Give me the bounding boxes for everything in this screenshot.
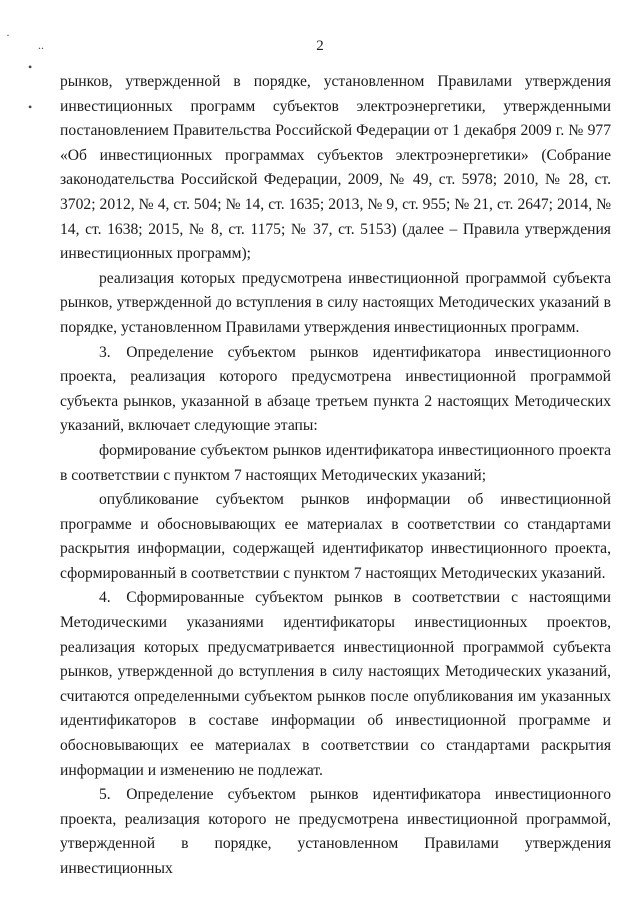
paragraph: 3. Определение субъектом рынков идентификатора инвестиционного проекта, реализация которого предусмотрена инвестиционной программой субъекта рынков, указанной в абзаце третьем пункта 2 настоящих Методических указаний, включает следующие этапы: (60, 343, 611, 435)
page-number: 2 (316, 38, 324, 54)
scan-mark: • (28, 60, 33, 74)
scan-mark: · (6, 28, 10, 42)
document-body (60, 70, 611, 882)
paragraph: опубликование субъектом рынков информации об инвестиционной программе и обосновывающих ее материалах в соответствии со стандартами раскрытия информации, содержащей идентификатор инвестиционного проекта, сформированный в соответствии с пунктом 7 настоящих Методических указаний. (60, 491, 611, 582)
scan-mark: .. (38, 38, 44, 52)
paragraph: реализация которых предусмотрена инвестиционной программой субъекта рынков, утвержденной до вступления в силу настоящих Методических указаний в порядке, установленном Правилами утверждения инвестиционных программ. (60, 269, 611, 336)
scan-mark: • (28, 100, 33, 114)
paragraph: формирование субъектом рынков идентификатора инвестиционного проекта в соответствии с пунктом 7 настоящих Методических указаний; (60, 441, 611, 484)
paragraph: 4. Сформированные субъектом рынков в соответствии с настоящими Методическими указаниями идентификаторы инвестиционных проектов, реализация которых предусматривается инвестиционной программой субъекта рынков, утвержденной до вступления в силу настоящих Методических указаний, считаются определенными субъектом рынков после опубликования им указанных идентификаторов в составе информации об инвестиционной программе и обосновывающих ее материалах в соответствии со стандартами раскрытия информации и изменению не подлежат. (60, 589, 611, 779)
paragraph: 5. Определение субъектом рынков идентификатора инвестиционного проекта, реализация которого не предусмотрена инвестиционной программой, утвержденной в порядке, установленном Правилами утверждения инвестиционных (60, 786, 611, 877)
paragraph: рынков, утвержденной в порядке, установленном Правилами утверждения инвестиционных программ субъектов электроэнергетики, утвержденными постановлением Правительства Российской Федерации от 1 декабря 2009 г. № 977 «Об инвестиционных программах субъектов электроэнергетики» (Собрание законодательства Российской Федерации, 2009, № 49, ст. 5978; 2010, № 28, ст. 3702; 2012, № 4, ст. 504; № 14, ст. 1635; 2013, № 9, ст. 955; № 21, ст. 2647; 2014, № 14, ст. 1638; 2015, № 8, ст. 1175; № 37, ст. 5153) (далее – Правила утверждения инвестиционных программ); (60, 73, 611, 263)
